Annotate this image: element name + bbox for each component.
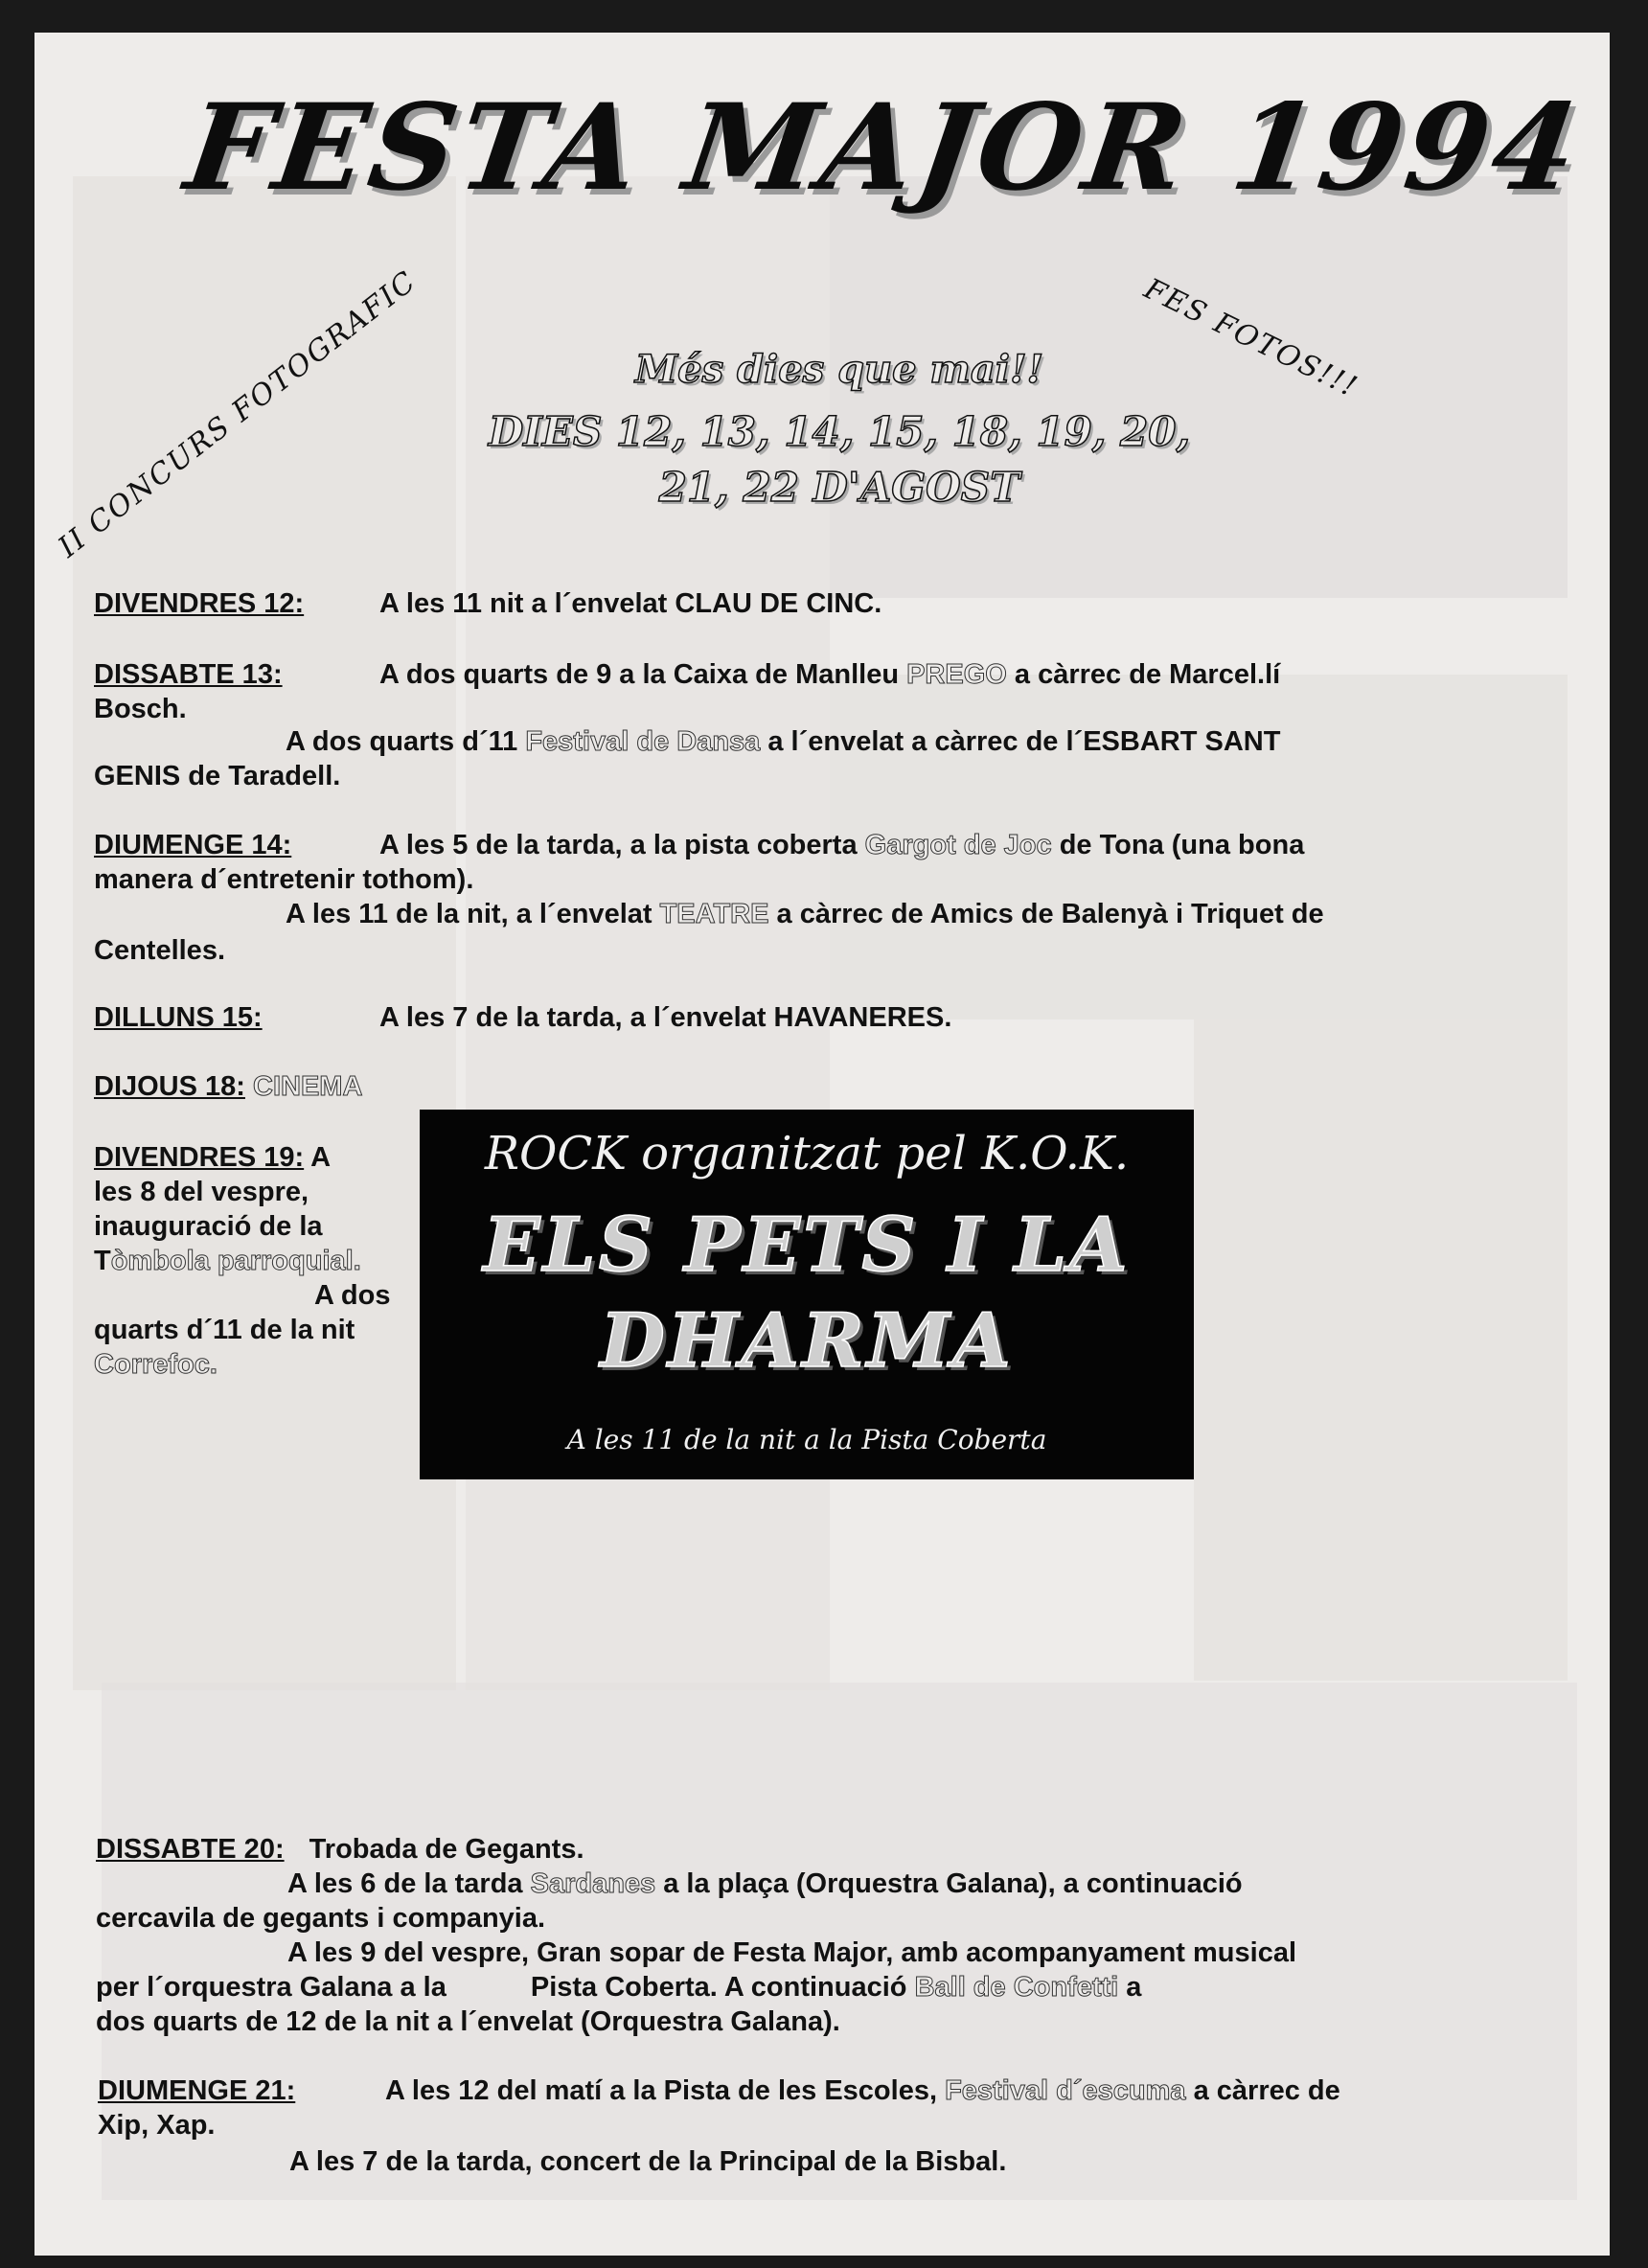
sun14-day-row [94, 830, 291, 861]
fri19-day: DIVENDRES 19: [94, 1142, 305, 1173]
page-title: FESTA MAJOR 1994 [177, 79, 1590, 218]
bleed-column-right [1194, 1019, 1568, 1681]
sat13-l3a: A dos quarts d´11 [286, 726, 526, 757]
sun14-line2: manera d´entretenir tothom). [94, 864, 474, 895]
concert-bands-line-1: ELS PETS I LA [483, 1202, 1131, 1289]
sat20-l5b: Pista Coberta. A continuació [530, 1972, 915, 2003]
sat13-line4: GENIS de Taradell. [94, 761, 341, 791]
sun21-day: DIUMENGE 21: [98, 2075, 296, 2106]
thu18-day: DIJOUS 18: [94, 1071, 245, 1102]
photo-call: FES FOTOS!!! [1138, 272, 1363, 405]
sat13-day: DISSABTE 13: [94, 659, 283, 690]
concert-box [420, 1110, 1194, 1479]
sat20-line6: dos quarts de 12 de la nit a l´envelat (Orquestra Galana). [96, 2006, 840, 2037]
fri19-l1: A [310, 1142, 332, 1173]
sun14-line3 [286, 899, 1324, 930]
sun14-l3a: A les 11 de la nit, a l´envelat [286, 899, 660, 929]
concert-organizer: ROCK organitzat pel K.O.K. [484, 1127, 1130, 1180]
sat13-l3h: Festival de Dansa [525, 726, 761, 757]
page [34, 33, 1610, 2256]
sun14-l1h: Gargot de Joc [864, 830, 1052, 860]
sat20-day: DISSABTE 20: [96, 1834, 285, 1865]
sat20-line2 [287, 1868, 1243, 1900]
tagline: Més dies que mai!! [634, 347, 1044, 392]
sun21-day-row [98, 2075, 295, 2107]
sat20-l1: Trobada de Gegants. [309, 1834, 584, 1865]
sat13-l3b: a l´envelat a càrrec de l´ESBART SANT [760, 726, 1281, 757]
sun21-l1b: a càrrec de [1185, 2075, 1340, 2106]
fri19-l4h: òmbola parroquial. [110, 1246, 361, 1276]
sun14-line1 [379, 830, 1304, 861]
sat13-l1a: A dos quarts de 9 a la Caixa de Manlleu [379, 659, 907, 690]
concert-bands-line-2: DHARMA [600, 1297, 1014, 1385]
fri19-line5: A dos [314, 1280, 391, 1311]
sat20-l5c: a [1118, 1972, 1142, 2003]
sat20-line4: A les 9 del vespre, Gran sopar de Festa Major, amb acompanyament musical [287, 1937, 1297, 1968]
fri19-line2: les 8 del vespre, [94, 1177, 309, 1207]
sat20-line1 [96, 1834, 584, 1866]
sat13-line2: Bosch. [94, 694, 187, 724]
fri19-line4 [94, 1246, 361, 1277]
sat20-l5a: per l´orquestra Galana a la [96, 1972, 446, 2003]
sat13-l1h: PREGO [906, 659, 1007, 690]
sun14-line4: Centelles. [94, 935, 225, 966]
fri12-text: A les 11 nit a l´envelat CLAU DE CINC. [379, 588, 882, 619]
dates-line-2: 21, 22 D'AGOST [658, 464, 1020, 511]
thu18-text: CINEMA [253, 1071, 363, 1102]
thu18-entry [94, 1071, 362, 1103]
sun14-l1b: de Tona (una bona [1051, 830, 1305, 860]
fri19-line1 [94, 1142, 331, 1174]
dates-line-1: DIES 12, 13, 14, 15, 18, 19, 20, [488, 408, 1191, 455]
fri19-line3: inauguració de la [94, 1211, 323, 1242]
sun21-l1a: A les 12 del matí a la Pista de les Escoles, [385, 2075, 946, 2106]
fri19-l4a: T [94, 1246, 111, 1276]
sat20-l2a: A les 6 de la tarda [287, 1868, 531, 1899]
sat13-line3 [286, 726, 1280, 758]
sat20-line3: cercavila de gegants i companyia. [96, 1903, 546, 1934]
contest-label: II CONCURS FOTOGRAFIC [52, 263, 423, 564]
sun14-l1a: A les 5 de la tarda, a la pista coberta [379, 830, 865, 860]
sat13-day-row [94, 659, 283, 691]
fri12-day: DIVENDRES 12: [94, 588, 305, 619]
sun21-line2: Xip, Xap. [98, 2110, 216, 2141]
sat20-l5h: Ball de Confetti [914, 1972, 1119, 2003]
fri19-line7: Correfoc. [94, 1349, 217, 1380]
fri19-line6: quarts d´11 de la nit [94, 1315, 355, 1345]
mon15-text: A les 7 de la tarda, a l´envelat HAVANERES. [379, 1002, 952, 1033]
sun14-l3h: TEATRE [659, 899, 769, 929]
sat13-line1 [379, 659, 1280, 691]
fri12-entry [94, 588, 304, 620]
sat20-line5 [96, 1972, 1141, 2004]
sun21-line3: A les 7 de la tarda, concert de la Principal de la Bisbal. [289, 2146, 1007, 2177]
sun14-l3b: a càrrec de Amics de Balenyà i Triquet de [768, 899, 1324, 929]
sat13-l1b: a càrrec de Marcel.lí [1006, 659, 1281, 690]
sun21-l1h: Festival d´escuma [945, 2075, 1186, 2106]
concert-time: A les 11 de la nit a la Pista Coberta [566, 1424, 1047, 1455]
sun21-line1 [385, 2075, 1340, 2107]
sat20-l2h: Sardanes [530, 1868, 656, 1899]
sat20-l2b: a la plaça (Orquestra Galana), a continuació [655, 1868, 1243, 1899]
mon15-day-row [94, 1002, 263, 1034]
mon15-day: DILLUNS 15: [94, 1002, 263, 1033]
sun14-day: DIUMENGE 14: [94, 830, 292, 860]
